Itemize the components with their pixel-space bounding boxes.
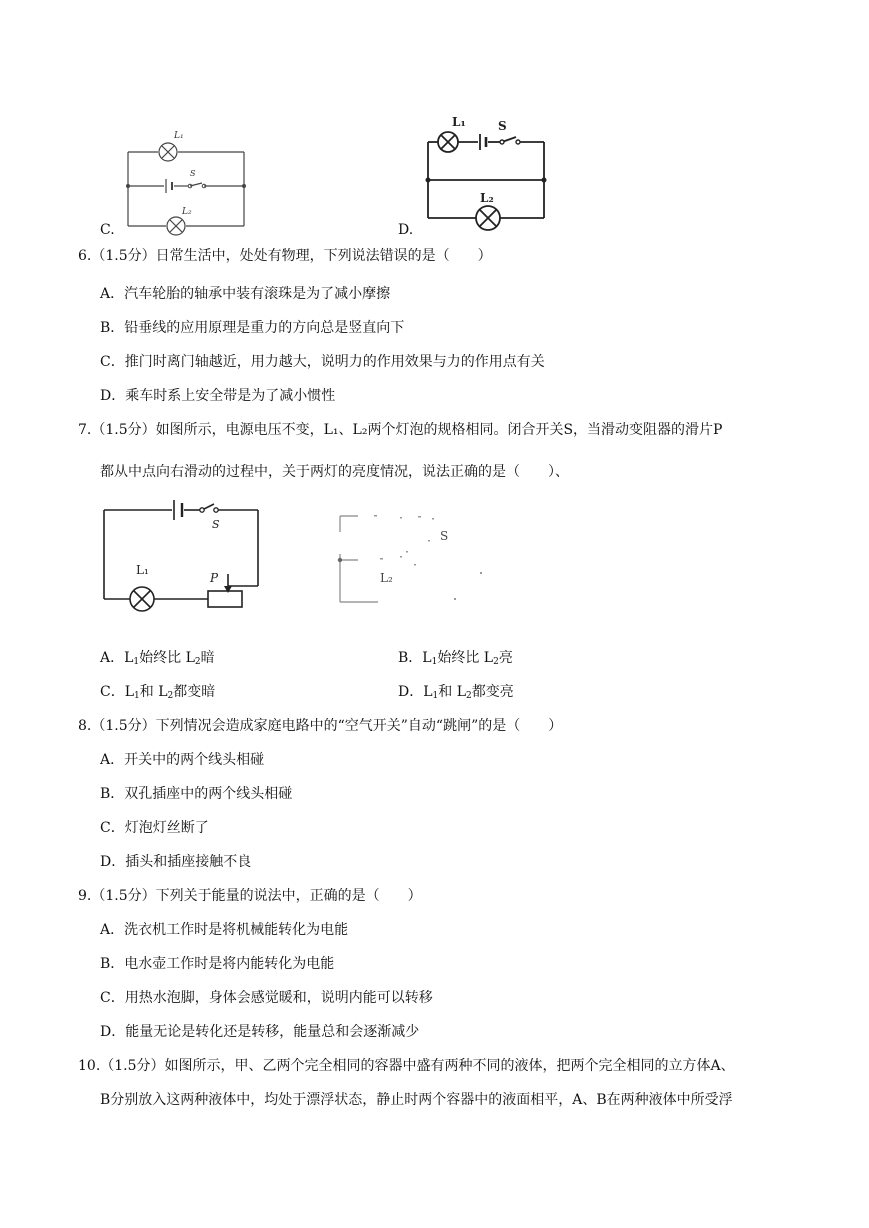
question-8-option-d[interactable]: D．插头和插座接触不良 bbox=[100, 854, 252, 870]
question-7-option-d[interactable] bbox=[398, 682, 514, 706]
option-text: 始终比 L bbox=[139, 650, 195, 666]
lamp-label-l2: L₂ bbox=[480, 191, 494, 205]
question-7-option-c[interactable] bbox=[100, 682, 215, 706]
option-text: 都变亮 bbox=[471, 684, 514, 700]
option-text: A．L bbox=[100, 650, 134, 666]
question-8-option-a[interactable]: A．开关中的两个线头相碰 bbox=[100, 752, 265, 768]
question-7-stem-line-2: 都从中点向右滑动的过程中，关于两灯的亮度情况，说法正确的是（ ）、 bbox=[100, 464, 569, 480]
subscript: 1 bbox=[133, 657, 140, 667]
option-c-diagram-label: C. bbox=[100, 222, 115, 238]
subscript: 2 bbox=[466, 691, 472, 701]
question-6-option-c[interactable]: C．推门时离门轴越近，用力越大，说明力的作用效果与力的作用点有关 bbox=[100, 354, 545, 370]
question-9-option-a[interactable]: A．洗衣机工作时是将机械能转化为电能 bbox=[100, 922, 349, 938]
lamp-label-l1: L₁ bbox=[136, 563, 149, 577]
switch-label: S bbox=[190, 169, 196, 178]
subscript: 1 bbox=[431, 657, 438, 667]
lamp-label-l2: L₂ bbox=[182, 207, 192, 217]
lamp-label-l1: L₁ bbox=[452, 115, 466, 129]
question-6-option-d[interactable]: D．乘车时系上安全带是为了减小惯性 bbox=[100, 388, 336, 404]
circuit-diagram-question-7-left bbox=[100, 498, 265, 618]
question-6-option-a[interactable]: A．汽车轮胎的轴承中装有滚珠是为了减小摩擦 bbox=[100, 286, 391, 302]
circuit-diagram-question-7-right bbox=[336, 510, 496, 610]
option-d-diagram-label: D. bbox=[398, 222, 414, 238]
circuit-diagram-option-c bbox=[118, 126, 253, 238]
question-7-option-a[interactable] bbox=[100, 648, 215, 672]
subscript: 1 bbox=[432, 691, 439, 701]
option-text: 和 L bbox=[139, 684, 168, 700]
lamp-label-l2: L₂ bbox=[380, 571, 393, 585]
question-6-stem: 6.（1.5分）日常生活中，处处有物理，下列说法错误的是（ ） bbox=[78, 248, 492, 264]
option-text: 亮 bbox=[498, 650, 513, 666]
question-7-option-b[interactable] bbox=[398, 648, 513, 672]
slider-arrow-icon bbox=[224, 586, 232, 593]
subscript: 2 bbox=[194, 657, 201, 667]
option-text: 暗 bbox=[200, 650, 215, 666]
slider-label-p: P bbox=[210, 571, 219, 585]
switch-label: S bbox=[440, 529, 449, 543]
option-text: C．L bbox=[100, 684, 135, 700]
circuit-diagram-option-d bbox=[420, 112, 550, 224]
question-10-stem-line-1: 10.（1.5分）如图所示，甲、乙两个完全相同的容器中盛有两种不同的液体，把两个完全相同的立方体A、 bbox=[78, 1058, 735, 1074]
option-text: 和 L bbox=[438, 684, 467, 700]
switch-label: S bbox=[498, 119, 507, 133]
option-text: D．L bbox=[398, 684, 433, 700]
question-6-option-b[interactable]: B．铅垂线的应用原理是重力的方向总是竖直向下 bbox=[100, 320, 405, 336]
option-text: 始终比 L bbox=[437, 650, 494, 666]
option-text: 都变暗 bbox=[173, 684, 216, 700]
rheostat-icon bbox=[208, 591, 242, 607]
subscript: 2 bbox=[167, 691, 174, 701]
question-9-option-d[interactable]: D．能量无论是转化还是转移，能量总和会逐渐减少 bbox=[100, 1024, 420, 1040]
option-text: B．L bbox=[398, 650, 432, 666]
question-8-option-c[interactable]: C．灯泡灯丝断了 bbox=[100, 820, 209, 836]
subscript: 2 bbox=[493, 657, 499, 667]
question-10-stem-line-2: B分别放入这两种液体中，均处于漂浮状态，静止时两个容器中的液面相平，A、B在两种液体中所受浮 bbox=[100, 1092, 733, 1108]
switch-label: S bbox=[212, 518, 220, 531]
question-9-option-b[interactable]: B．电水壶工作时是将内能转化为电能 bbox=[100, 956, 335, 972]
question-8-stem: 8.（1.5分）下列情况会造成家庭电路中的“空气开关”自动“跳闸”的是（ ） bbox=[78, 718, 563, 734]
question-7-stem-line-1: 7.（1.5分）如图所示，电源电压不变，L₁、L₂两个灯泡的规格相同。闭合开关S，当滑动变阻器的滑片P bbox=[78, 422, 723, 438]
question-9-stem: 9.（1.5分）下列关于能量的说法中，正确的是（ ） bbox=[78, 888, 422, 904]
lamp-label-l1: L₁ bbox=[174, 131, 184, 141]
question-9-option-c[interactable]: C．用热水泡脚，身体会感觉暖和，说明内能可以转移 bbox=[100, 990, 433, 1006]
question-8-option-b[interactable]: B．双孔插座中的两个线头相碰 bbox=[100, 786, 293, 802]
subscript: 1 bbox=[134, 691, 140, 701]
